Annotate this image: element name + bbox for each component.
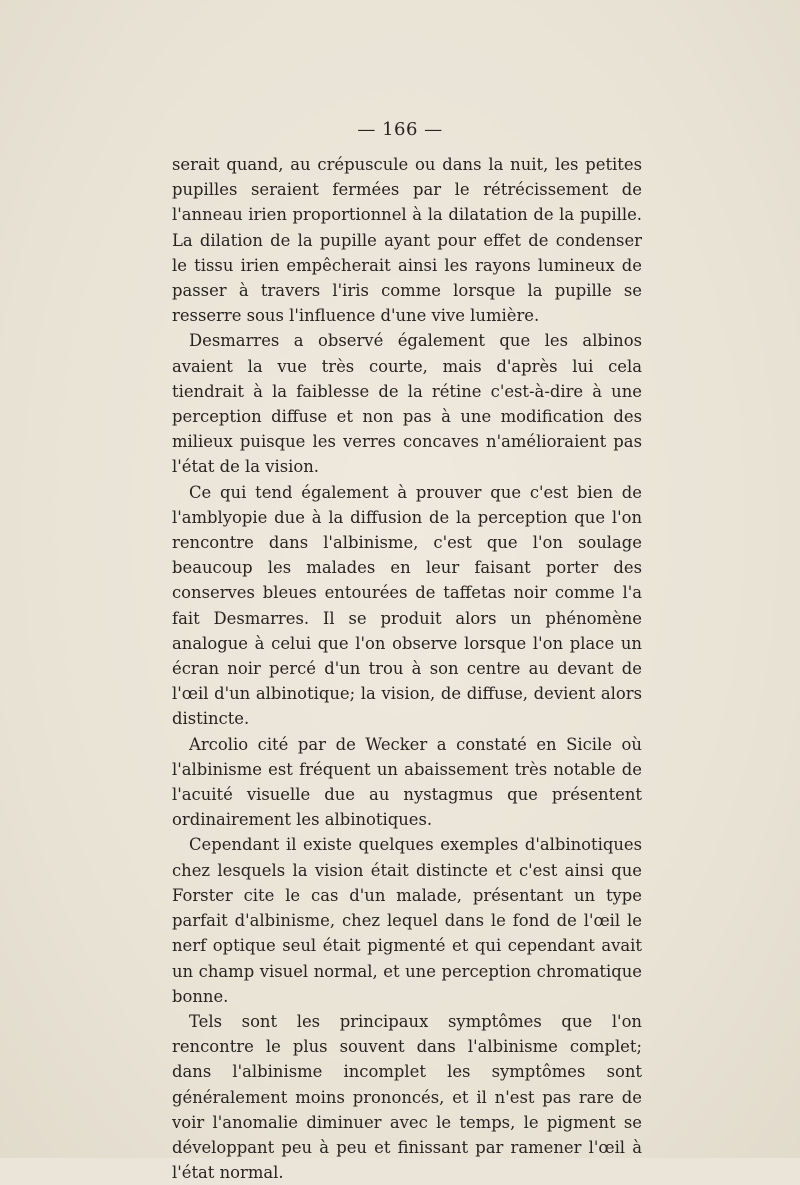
paragraph-desmarres: Desmarres a observé également que les albinos avaient la vue très courte, mais d'après lui cela tiendrait à la faiblesse de la rétine c'est-à-dire à une perception diffuse et non pas à une modification des milieux puisque les verres concaves n'amélioraient pas l'état de la vision. (172, 331, 642, 477)
paragraph-continued: serait quand, au crépuscule ou dans la nuit, les petites pupilles seraient fermées par le rétrécissement de l'anneau irien proportionnel à la dilatation de la pupille. La dilation de la pupille ayant pour effet de condenser le tissu irien empêcherait ainsi les rayons lumineux de passer à travers l'iris comme lorsque la pupille se resserre sous l'influence d'une vive lumière. (172, 155, 642, 326)
paragraph-symptomes: Tels sont les principaux symptômes que l'on rencontre le plus souvent dans l'albinisme complet; dans l'albinisme incomplet les symptômes sont généralement moins prononcés, et il n'est pas rare de voir l'anomalie diminuer avec le temps, le pigment se développant peu à peu et finissant par ramener l'œil à l'état normal. (172, 1011, 642, 1183)
page-number: — 166 — (357, 119, 443, 140)
paragraph-forster: Cependant il existe quelques exemples d'albinotiques chez lesquels la vision était distincte et c'est ainsi que Forster cite le cas d'un malade, présentant un type parfait d'albinisme, chez lequel dans le fond de l'œil le nerf optique seul était pigmenté et qui cependant avait un champ visuel normal, et une perception chromatique bonne. (172, 835, 642, 1006)
paragraph-arcolio: Arcolio cité par de Wecker a constaté en Sicile où l'albinisme est fréquent un abaissement très notable de l'acuité visuelle due au nystagmus que présentent ordinairement les albinotiques. (172, 734, 642, 830)
body-text (172, 152, 642, 1185)
paragraph-amblyopie: Ce qui tend également à prouver que c'est bien de l'amblyopie due à la diffusion de la perception que l'on rencontre dans l'albinisme, c'est que l'on soulage beaucoup les malades en leur faisant porter des conserves bleues entourées de taffetas noir comme l'a fait Desmarres. Il se produit alors un phénomène analogue à celui que l'on observe lorsque l'on place un écran noir percé d'un trou à son centre au devant de l'œil d'un albinotique; la vision, de diffuse, devient alors distincte. (172, 482, 642, 729)
